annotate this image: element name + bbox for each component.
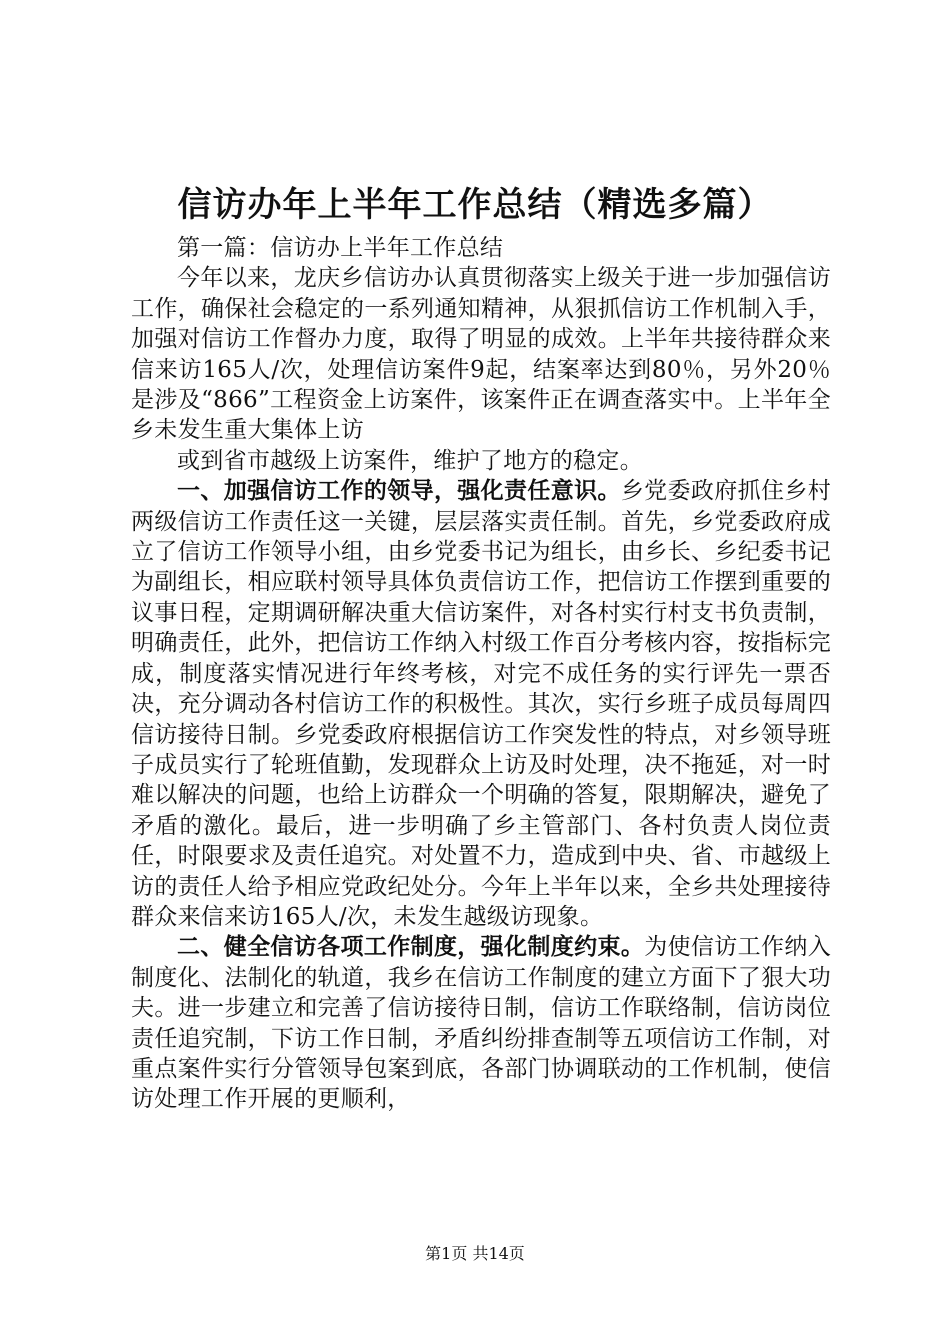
point-1-heading: 一、加强信访工作的领导，强化责任意识。 — [177, 477, 621, 505]
document-title: 信访办年上半年工作总结（精选多篇） — [177, 185, 773, 225]
point-2-text: 为使信访工作纳入制度化、法制化的轨道，我乡在信访工作制度的建立方面下了狠大功夫。进一步建立和完善了信访接待日制，信访工作联络制，信访岗位责任追究制，下访工作日制，矛盾纠纷排查制等五项信访工作制，对重点案件实行分管领导包案到底，各部门协调联动的工作机制，使信访处理工作开展的更顺利， — [131, 934, 832, 1113]
page-footer: 第1页 共14页 — [425, 1244, 525, 1263]
point-1-text: 乡党委政府抓住乡村两级信访工作责任这一关键，层层落实责任制。首先，乡党委政府成立了信访工作领导小组，由乡党委书记为组长，由乡长、乡纪委书记为副组长，相应联村领导具体负责信访工作，把信访工作摆到重要的议事日程，定期调研解决重大信访案件，对各村实行村支书负责制，明确责任，此外，把信访工作纳入村级工作百分考核内容，按指标完成，制度落实情况进行年终考核，对完不成任务的实行评先一票否决，充分调动各村信访工作的积极性。其次，实行乡班子成员每周四信访接待日制。乡党委政府根据信访工作突发性的特点，对乡领导班子成员实行了轮班值勤，发现群众上访及时处理，决不拖延，对一时难以解决的问题，也给上访群众一个明确的答复，限期解决，避免了矛盾的激化。最后，进一步明确了乡主管部门、各村负责人岗位责任，时限要求及责任追究。对处置不力，造成到中央、省、市越级上访的责任人给予相应党政纪处分。今年上半年以来，全乡共处理接待群众来信来访165人/次，未发生越级访现象。 — [131, 478, 832, 930]
intro-continuation: 或到省市越级上访案件，维护了地方的稳定。 — [177, 447, 643, 474]
intro-paragraph: 今年以来，龙庆乡信访办认真贯彻落实上级关于进一步加强信访工作，确保社会稳定的一系列通知精神，从狠抓信访工作机制入手，加强对信访工作督办力度，取得了明显的成效。上半年共接待群众来信来访165人/次，处理信访案件9起，结案率达到80％，另外20％是涉及“866”工程资金上访案件，该案件正在调查落实中。上半年全乡未发生重大集体上访 — [131, 265, 831, 444]
document-body — [131, 233, 831, 1115]
point-1-paragraph — [131, 476, 831, 932]
section-heading: 第一篇：信访办上半年工作总结 — [177, 235, 504, 261]
point-2-heading: 二、健全信访各项工作制度，强化制度约束。 — [177, 933, 645, 961]
point-2-paragraph — [131, 932, 831, 1114]
